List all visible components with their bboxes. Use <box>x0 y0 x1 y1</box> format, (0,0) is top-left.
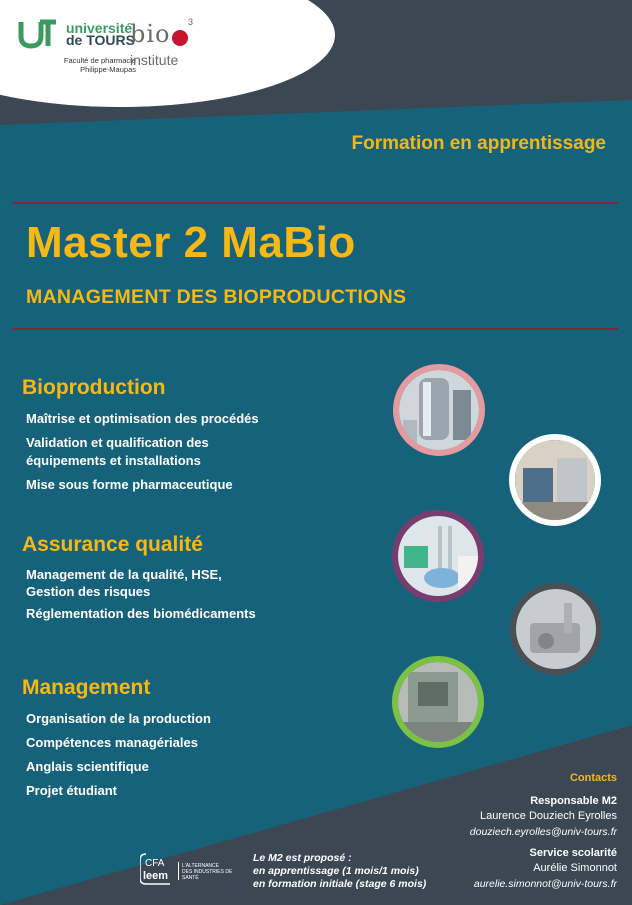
scolarite-label: Service scolarité <box>529 847 617 859</box>
faculty-text <box>26 56 136 74</box>
section-title-management: Management <box>22 676 151 699</box>
list-item: Anglais scientifique <box>26 759 149 774</box>
proposal-line1: Le M2 est proposé : <box>253 852 352 864</box>
cfa-caption <box>182 863 250 881</box>
bottom-divider <box>12 328 618 330</box>
bio-institute-word: institute <box>130 52 179 68</box>
responsable-name: Laurence Douziech Eyrolles <box>480 810 617 822</box>
scolarite-name: Aurélie Simonnot <box>533 862 617 874</box>
faculty-line1: Faculté de pharmacie <box>63 56 136 65</box>
scolarite-email[interactable]: aurelie.simonnot@univ-tours.fr <box>473 878 617 890</box>
proposal-line3: en formation initiale (stage 6 mois) <box>253 878 427 890</box>
cleanroom-photo <box>392 656 484 748</box>
svg-text:CFA: CFA <box>145 858 165 869</box>
list-item: Mise sous forme pharmaceutique <box>26 477 233 492</box>
cfa-caption-line2: DES INDUSTRIES DE SANTÉ <box>182 869 233 881</box>
list-item: Maîtrise et optimisation des procédés <box>26 411 259 426</box>
bio3-institute-logo <box>130 17 200 72</box>
section-title-bioproduction: Bioproduction <box>22 376 166 399</box>
page-title: Master 2 MaBio <box>26 218 356 267</box>
cfa-leem-icon <box>140 852 176 886</box>
bio-word: bio <box>130 20 171 48</box>
list-item: Gestion des risques <box>26 584 151 599</box>
pipetting-photo <box>392 510 484 602</box>
responsable-label: Responsable M2 <box>530 795 617 807</box>
proposal-line2: en apprentissage (1 mois/1 mois) <box>253 865 419 877</box>
list-item: Projet étudiant <box>26 783 118 798</box>
faculty-line2: Philippe-Maupas <box>80 65 136 74</box>
universite-line2: de TOURS <box>66 32 135 48</box>
list-item: Compétences managériales <box>26 735 198 750</box>
formation-label: Formation en apprentissage <box>351 133 606 154</box>
cfa-caption-line1: L'ALTERNANCE <box>182 863 219 869</box>
lab-equipment-photo <box>509 434 601 526</box>
ut-monogram-icon <box>18 18 58 50</box>
universite-line1: université <box>66 20 133 36</box>
cfa-leem-logo <box>140 852 250 888</box>
list-item: Réglementation des biomédicaments <box>26 606 256 621</box>
list-item: Organisation de la production <box>26 711 211 726</box>
section-title-assurance-qualite: Assurance qualité <box>22 533 203 556</box>
bioreactor-photo <box>393 364 485 456</box>
top-divider <box>12 202 618 204</box>
responsable-email[interactable]: douziech.eyrolles@univ-tours.fr <box>469 826 617 838</box>
bio-superscript: 3 <box>188 17 194 27</box>
bio-red-dot-icon <box>170 28 190 48</box>
list-item: Validation et qualification des <box>26 435 209 450</box>
cfa-divider <box>178 862 179 880</box>
list-item: Management de la qualité, HSE, <box>26 567 222 582</box>
page-subtitle: MANAGEMENT DES BIOPRODUCTIONS <box>26 286 407 308</box>
process-unit-photo <box>510 583 602 675</box>
contacts-heading: Contacts <box>569 772 617 784</box>
svg-text:leem: leem <box>143 870 169 882</box>
list-item: équipements et installations <box>26 453 201 468</box>
